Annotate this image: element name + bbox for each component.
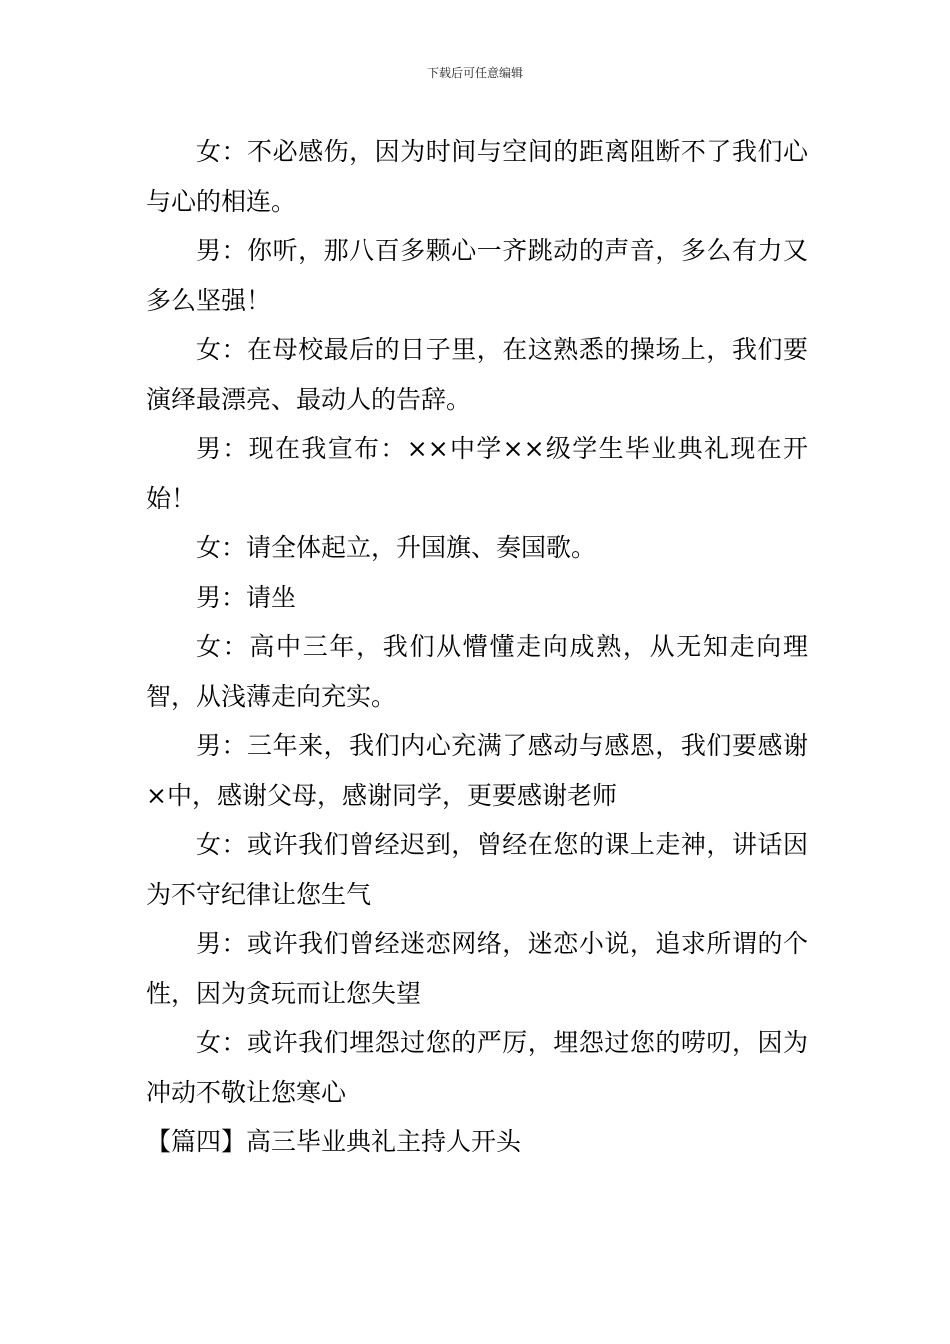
page-header: 下载后可任意编辑 xyxy=(426,66,523,80)
document-body xyxy=(146,127,808,1167)
dialogue-paragraph: 男：或许我们曾经迷恋网络，迷恋小说，追求所谓的个性，因为贪玩而让您失望 xyxy=(146,929,808,1008)
dialogue-paragraph: 女：请全体起立，升国旗、奏国歌。 xyxy=(196,533,597,562)
dialogue-paragraph: 男：三年来，我们内心充满了感动与感恩，我们要感谢×中，感谢父母，感谢同学，更要感谢老师 xyxy=(146,731,808,810)
dialogue-paragraph: 男：现在我宣布：××中学××级学生毕业典礼现在开始！ xyxy=(146,434,808,513)
dialogue-paragraph: 女：高中三年，我们从懵懂走向成熟，从无知走向理智，从浅薄走向充实。 xyxy=(146,632,808,711)
dialogue-paragraph: 女：或许我们曾经迟到，曾经在您的课上走神，讲话因为不守纪律让您生气 xyxy=(146,830,808,909)
dialogue-paragraph: 女：在母校最后的日子里，在这熟悉的操场上，我们要演绎最漂亮、最动人的告辞。 xyxy=(146,335,808,414)
dialogue-paragraph: 女：不必感伤，因为时间与空间的距离阻断不了我们心与心的相连。 xyxy=(146,137,808,216)
dialogue-paragraph: 女：或许我们埋怨过您的严厉，埋怨过您的唠叨，因为冲动不敬让您寒心 xyxy=(146,1028,808,1107)
dialogue-paragraph: 男：请坐 xyxy=(196,582,297,612)
section-title: 【篇四】高三毕业典礼主持人开头 xyxy=(146,1127,522,1156)
dialogue-paragraph: 男：你听，那八百多颗心一齐跳动的声音，多么有力又多么坚强！ xyxy=(146,236,808,315)
